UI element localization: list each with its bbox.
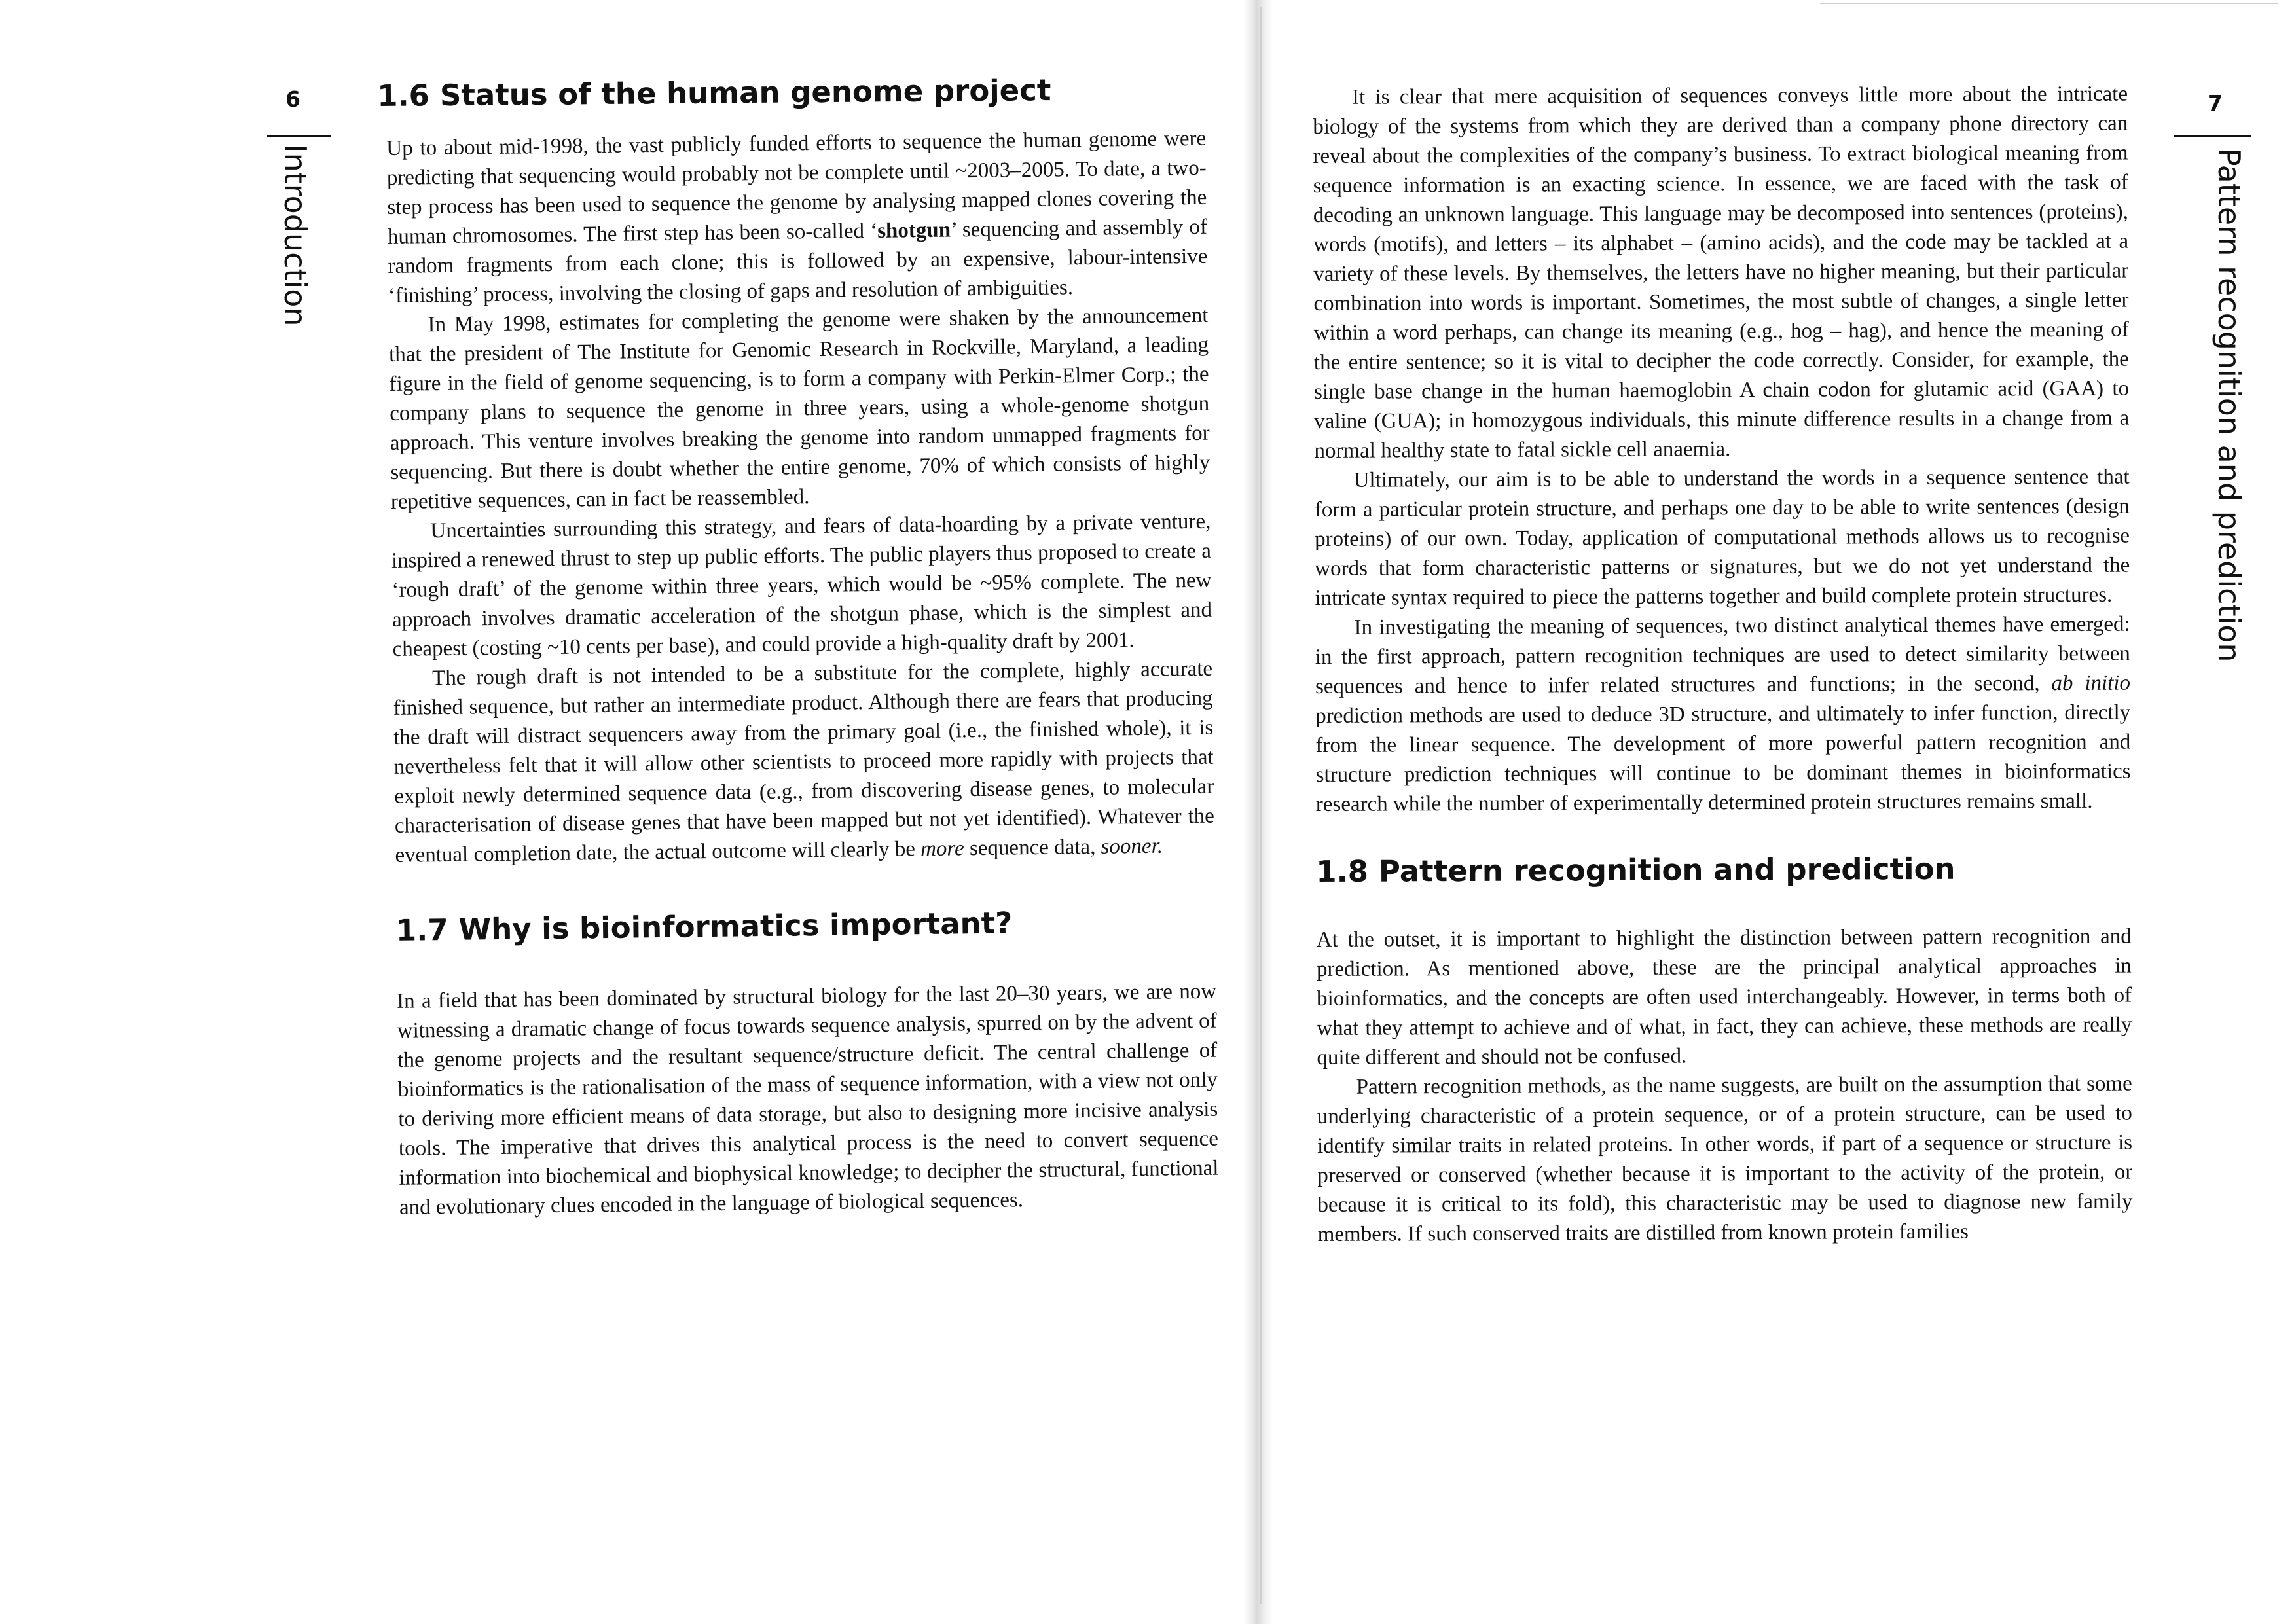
paragraph: In May 1998, estimates for completing the genome were shaken by the announcement that the president of The Institute for Genomic Research in Rockville, Maryland, a leading figure in the field of genome sequencing, is to form a company with Perkin-Elmer Corp.; the company plans to sequence the genome in three years, using a whole-genome shotgun approach. This venture involves breaking the genome into random unmapped fragments for sequencing. But there is doubt whether the entire genome, 70% of which consists of highly repetitive sequences, can in fact be reassembled. xyxy=(388,303,1211,514)
paragraph: At the outset, it is important to highlight the distinction between pattern recognition and prediction. As mentioned above, these are the principal analytical approaches in bioinformatics, and the concepts are often used interchangeably. However, in terms both of what they attempt to achieve and of what, in fact, they can achieve, these methods are really quite different and should not be confused. xyxy=(1316,924,2132,1070)
left-text-column xyxy=(386,124,1219,1223)
italic-term: more xyxy=(920,837,964,861)
italic-term: ab initio xyxy=(2051,671,2131,696)
italic-term: sooner. xyxy=(1101,834,1163,859)
bold-term: shotgun xyxy=(877,218,951,243)
section-number: 1.7 xyxy=(395,912,448,948)
running-head-rule-right xyxy=(2174,135,2251,137)
gutter-binding-line xyxy=(1260,7,1262,1604)
paragraph: Ultimately, our aim is to be able to understand the words in a sequence sentence that form a particular protein structure, and perhaps one day to be able to write sentences (design proteins) of our own. Today, application of computational methods allows us to recognise words that form characteristic patterns or signatures, but we do not yet understand the intricate syntax required to piece the patterns together and build complete protein structures. xyxy=(1314,465,2130,610)
paragraph: It is clear that mere acquisition of sequences conveys little more about the intricate biology of the systems from which they are derived than a company phone directory can reveal about the complexities of the company’s business. To extract biological meaning from sequence information is an exacting science. In essence, we are faced with the task of decoding an unknown language. This language may be decomposed into sentences (proteins), words (motifs), and letters – its alphabet – (amino acids), and the code may be tackled at a variety of these levels. By themselves, the letters have no higher meaning, but their particular combination into words is important. Sometimes, the most subtle of changes, a single letter within a word perhaps, can change its meaning (e.g., hog – hag), and hence the meaning of the entire sentence; so it is vital to decipher the code correctly. Consider, for example, the single base change in the human haemoglobin A chain codon for glutamic acid (GAA) to valine (GUA); in homozygous individuals, this minute difference results in a change from a normal healthy state to fatal sickle cell anaemia. xyxy=(1313,82,2130,463)
paragraph: Pattern recognition methods, as the name suggests, are built on the assumption that some underlying characteristic of a protein sequence, or of a protein structure, can be used to identify similar traits in related proteins. In other words, if part of a sequence or structure is preserved or conserved (whether because it is important to the activity of the protein, or because it is critical to its fold), this characteristic may be used to diagnose new family members. If such conserved traits are distilled from known protein families xyxy=(1317,1072,2133,1246)
paragraph: Up to about mid-1998, the vast publicly funded efforts to sequence the human genome were predicting that sequencing would probably not be complete until ~2003–2005. To date, a two-step process has been used to sequence the genome by analysing mapped clones covering the human chromosomes. The first step has been so-called ‘shotgun’ sequencing and assembly of random fragments from each clone; this is followed by an expensive, labour-intensive ‘finishing’ process, involving the closing of gaps and resolution of ambiguities. xyxy=(386,126,1208,308)
running-head-left: Introduction xyxy=(278,144,313,327)
running-head-right: Pattern recognition and prediction xyxy=(2212,148,2247,662)
section-title: Status of the human genome project xyxy=(439,73,1051,113)
section-heading-1-6 xyxy=(377,71,1051,116)
paragraph: The rough draft is not intended to be a substitute for the complete, highly accurate finished sequence, but rather an intermediate product. Although there are fears that producing the draft will distract sequencers away from the primary goal (i.e., the finished whole), it is nevertheless felt that it will allow other scientists to proceed more rapidly with projects that exploit newly determined sequence data (e.g., from discovering disease genes, to molecular characterisation of disease genes that have been mapped but not yet identified). Whatever the eventual completion date, the actual outcome will clearly be more sequence data, sooner. xyxy=(393,657,1215,867)
right-text-column xyxy=(1313,80,2133,1250)
section-heading-1-8 xyxy=(1316,849,2131,892)
section-title: Pattern recognition and prediction xyxy=(1378,851,1956,889)
paragraph: Uncertainties surrounding this strategy, and fears of data-hoarding by a private venture, inspired a renewed thrust to step up public efforts. The public players thus proposed to create a ‘rough draft’ of the genome within three years, which would be ~95% complete. The new approach involves dramatic acceleration of the shotgun phase, which is the simplest and cheapest (costing ~10 cents per base), and could provide a high-quality draft by 2001. xyxy=(391,509,1212,661)
section-number: 1.6 xyxy=(377,78,430,113)
paragraph: In a field that has been dominated by structural biology for the last 20–30 years, we are now witnessing a dramatic change of focus towards sequence analysis, spurred on by the advent of the genome projects and the resultant sequence/structure deficit. The central challenge of bioinformatics is the rationalisation of the mass of sequence information, with a view not only to deriving more efficient means of data storage, but also to designing more incisive analysis tools. The imperative that drives this analytical process is the need to convert sequence information into biochemical and biophysical knowledge; to decipher the structural, functional and evolutionary clues encoded in the language of biological sequences. xyxy=(396,979,1219,1219)
page-number-left: 6 xyxy=(285,86,300,112)
running-head-rule-left xyxy=(267,135,331,137)
paragraph: In investigating the meaning of sequences, two distinct analytical themes have emerged: in the first approach, pattern recognition techniques are used to detect similarity between sequences and hence to infer related structures and functions; in the second, ab initio prediction methods are used to deduce 3D structure, and ultimately to infer function, directly from the linear sequence. The development of more powerful pattern recognition and structure prediction techniques will continue to be dominant themes in bioinformatics research while the number of experimentally determined protein structures remains small. xyxy=(1315,612,2131,816)
scan-edge-line xyxy=(1820,3,2278,4)
section-number: 1.8 xyxy=(1316,854,1369,889)
page-number-right: 7 xyxy=(2208,90,2223,116)
section-title: Why is bioinformatics important? xyxy=(458,905,1013,947)
